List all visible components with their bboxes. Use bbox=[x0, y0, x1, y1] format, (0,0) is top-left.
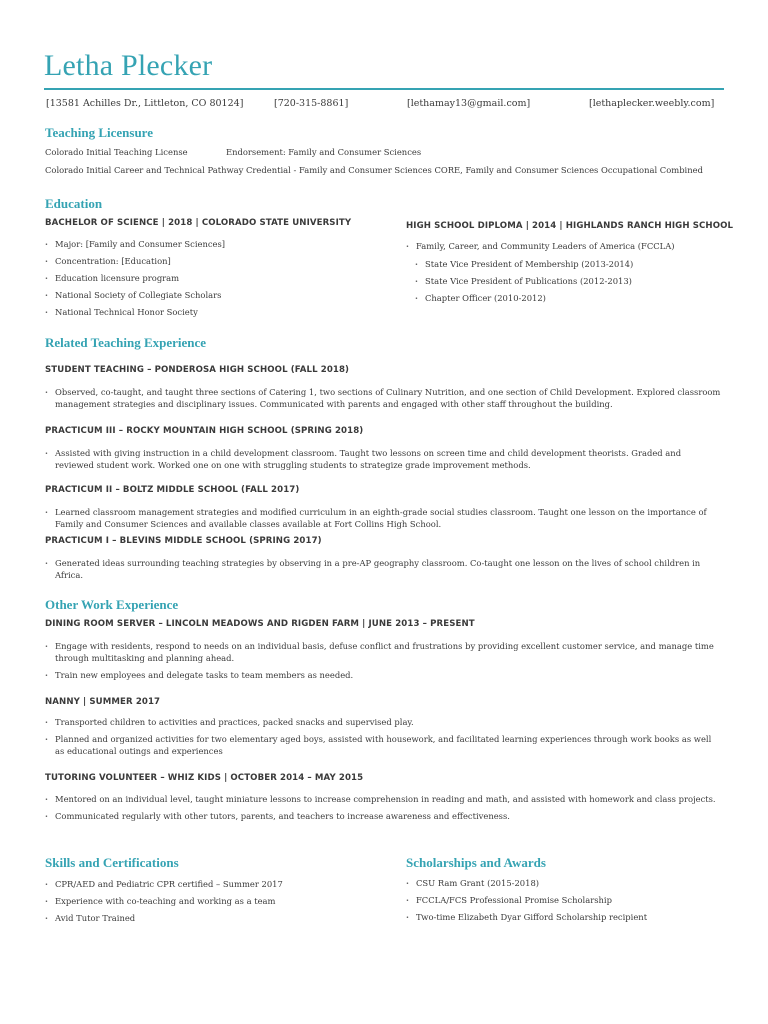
job-bullets-student-teaching bbox=[45, 386, 720, 410]
job-title-dining: DINING ROOM SERVER – LINCOLN MEADOWS AND RIGDEN FARM | JUNE 2013 – PRESENT bbox=[45, 619, 475, 629]
list-item bbox=[45, 557, 700, 581]
bullet-line: management strategies and disciplinary issues. Communicated with parents and engaged with other staff throughout the building. bbox=[55, 399, 613, 409]
list-item: · Transported children to activities and practices, packed snacks and supervised play. bbox=[45, 716, 711, 728]
list-item: · Avid Tutor Trained bbox=[45, 912, 283, 924]
list-item: · Education licensure program bbox=[45, 272, 225, 284]
list-item: · State Vice President of Publications (2012-2013) bbox=[415, 275, 633, 287]
bullet-line: Observed, co-taught, and taught three sections of Catering 1, two sections of Culinary Nutrition, and one section of Child Development. Explored classroom bbox=[55, 387, 721, 397]
list-item: · FCCLA/FCS Professional Promise Scholarship bbox=[406, 894, 647, 906]
list-item: · Communicated regularly with other tutors, parents, and teachers to increase awareness and effectiveness. bbox=[45, 810, 716, 822]
header-rule bbox=[44, 88, 724, 90]
list-item: · CPR/AED and Pediatric CPR certified – Summer 2017 bbox=[45, 878, 283, 890]
section-heading-education: Education bbox=[45, 196, 103, 211]
education-hs-sublist bbox=[415, 258, 633, 304]
bullet-line: Planned and organized activities for two elementary aged boys, assisted with housework, and facilitated learning experiences through work books as well bbox=[55, 734, 712, 744]
list-item: · Train new employees and delegate tasks to team members as needed. bbox=[45, 669, 714, 681]
list-item: · Chapter Officer (2010-2012) bbox=[415, 292, 633, 304]
contact-email: [lethamay13@gmail.com] bbox=[407, 98, 531, 109]
contact-phone: [720-315-8861] bbox=[274, 98, 349, 109]
bullet-line: Learned classroom management strategies and modified curriculum in an eighth-grade social studies classroom. Taught one lesson on the importance of bbox=[55, 507, 707, 517]
bullet-line: Africa. bbox=[55, 570, 84, 580]
job-title-practicum-2: PRACTICUM II – BOLTZ MIDDLE SCHOOL (FALL 2017) bbox=[45, 485, 300, 495]
list-item: · CSU Ram Grant (2015-2018) bbox=[406, 877, 647, 889]
license-name: Colorado Initial Teaching License bbox=[45, 147, 188, 157]
job-title-student-teaching: STUDENT TEACHING – PONDEROSA HIGH SCHOOL (FALL 2018) bbox=[45, 365, 350, 375]
section-heading-licensure: Teaching Licensure bbox=[45, 125, 153, 140]
bullet-line: Assisted with giving instruction in a child development classroom. Taught two lessons on screen time and child development theorists. Graded and bbox=[55, 448, 682, 458]
education-bs-list bbox=[45, 238, 225, 318]
section-heading-teaching: Related Teaching Experience bbox=[45, 335, 207, 350]
job-title-practicum-1: PRACTICUM I – BLEVINS MIDDLE SCHOOL (SPRING 2017) bbox=[45, 536, 322, 546]
job-bullets-practicum-3 bbox=[45, 447, 681, 471]
bullet-line: Family and Consumer Sciences and available classes available at Fort Collins High School. bbox=[55, 519, 442, 529]
license-endorsement: Endorsement: Family and Consumer Sciences bbox=[226, 147, 422, 157]
bullet-line: as educational outings and experiences bbox=[55, 746, 223, 756]
job-bullets-tutoring bbox=[45, 793, 716, 822]
bullet-line: reviewed student work. Worked one on one with struggling students to strategize grade improvement methods. bbox=[55, 460, 531, 470]
bullet-line: Engage with residents, respond to needs on an individual basis, defuse conflict and frustrations by providing excellent customer service, and manage time bbox=[55, 641, 714, 651]
list-item bbox=[45, 733, 711, 757]
job-title-tutoring: TUTORING VOLUNTEER – WHIZ KIDS | OCTOBER 2014 – MAY 2015 bbox=[45, 773, 364, 783]
list-item bbox=[45, 386, 720, 410]
education-hs-title: HIGH SCHOOL DIPLOMA | 2014 | HIGHLANDS RANCH HIGH SCHOOL bbox=[406, 221, 734, 231]
contact-website: [lethaplecker.weebly.com] bbox=[589, 98, 715, 109]
bullet-line: Generated ideas surrounding teaching strategies by observing in a pre-AP geography classroom. Co-taught one lesson on the lives of school children in bbox=[55, 558, 701, 568]
list-item: · Family, Career, and Community Leaders of America (FCCLA) bbox=[406, 240, 675, 252]
job-title-nanny: NANNY | SUMMER 2017 bbox=[45, 697, 161, 707]
job-title-practicum-3: PRACTICUM III – ROCKY MOUNTAIN HIGH SCHOOL (SPRING 2018) bbox=[45, 426, 364, 436]
skills-list bbox=[45, 878, 283, 924]
section-heading-skills: Skills and Certifications bbox=[45, 855, 179, 870]
list-item: · National Society of Collegiate Scholars bbox=[45, 289, 225, 301]
list-item: · Major: [Family and Consumer Sciences] bbox=[45, 238, 225, 250]
awards-list bbox=[406, 877, 647, 923]
bullet-line: through multitasking and planning ahead. bbox=[55, 653, 235, 663]
section-heading-work: Other Work Experience bbox=[45, 597, 179, 612]
job-bullets-practicum-1 bbox=[45, 557, 700, 581]
list-item bbox=[45, 506, 707, 530]
list-item: · Experience with co-teaching and working as a team bbox=[45, 895, 283, 907]
education-hs-list bbox=[406, 240, 675, 252]
job-bullets-practicum-2 bbox=[45, 506, 707, 530]
job-bullets-nanny bbox=[45, 716, 711, 757]
list-item: · Mentored on an individual level, taught miniature lessons to increase comprehension in reading and math, and assisted with homework and class projects. bbox=[45, 793, 716, 805]
resume-name: Letha Plecker bbox=[44, 49, 213, 82]
list-item bbox=[45, 447, 681, 471]
list-item: · National Technical Honor Society bbox=[45, 306, 225, 318]
list-item: · Two-time Elizabeth Dyar Gifford Scholarship recipient bbox=[406, 911, 647, 923]
list-item: · Concentration: [Education] bbox=[45, 255, 225, 267]
license-credential: Colorado Initial Career and Technical Pathway Credential - Family and Consumer Sciences CORE, Family and Consumer Sciences Occupational Combined bbox=[45, 165, 703, 175]
list-item bbox=[45, 640, 714, 664]
job-bullets-dining bbox=[45, 640, 714, 681]
education-bs-title: BACHELOR OF SCIENCE | 2018 | COLORADO STATE UNIVERSITY bbox=[45, 218, 352, 228]
contact-address: [13581 Achilles Dr., Littleton, CO 80124] bbox=[46, 98, 244, 109]
section-heading-awards: Scholarships and Awards bbox=[406, 855, 546, 870]
list-item: · State Vice President of Membership (2013-2014) bbox=[415, 258, 633, 270]
